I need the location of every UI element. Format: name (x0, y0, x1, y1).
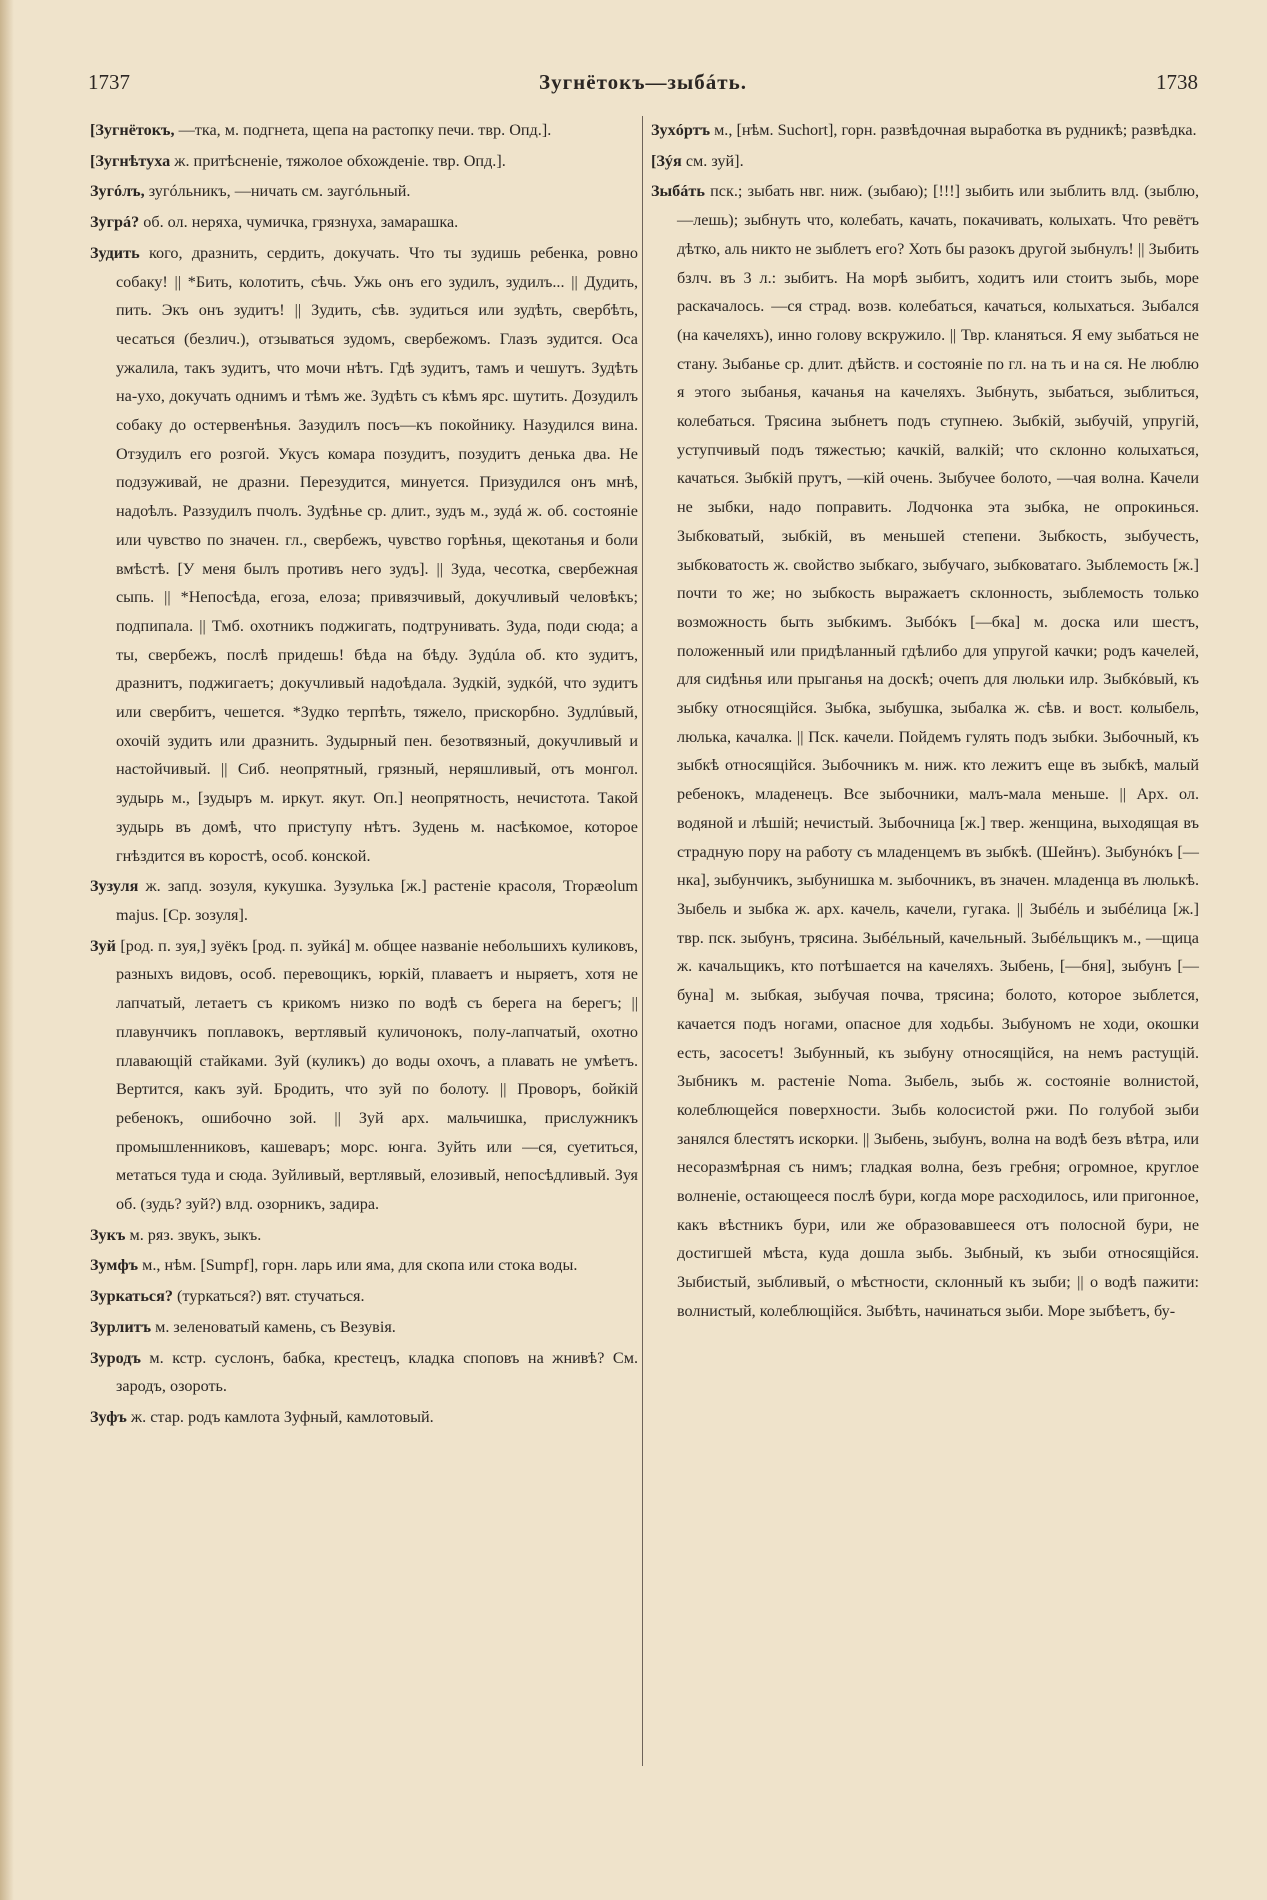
dictionary-entry (90, 1313, 638, 1342)
dictionary-entry (90, 177, 638, 206)
dictionary-entry (90, 1251, 638, 1280)
entry-definition: об. ол. неряха, чумичка, грязнуха, замарашка. (143, 213, 459, 232)
entry-definition: см. зуй]. (685, 151, 744, 170)
left-column (90, 116, 638, 1434)
page-number-left: 1737 (88, 70, 130, 94)
entry-headword: Зухóртъ (651, 121, 711, 139)
entry-headword: Зугрá? (90, 213, 140, 232)
entry-definition: ж. притѣсненіе, тяжолое обхожденіе. твр. Опд.]. (174, 151, 506, 170)
dictionary-entry (90, 1403, 638, 1432)
dictionary-entry (90, 116, 638, 145)
dictionary-entry (651, 147, 1199, 176)
dictionary-entry (90, 872, 638, 929)
entry-headword: Зумфъ (90, 1256, 139, 1275)
entry-definition: [род. п. зуя,] зуёкъ [род. п. зуйкá] м. общее названіе небольшихъ куликовъ, разныхъ видовъ, особ. перевощикъ, юркій, плаваетъ и ныряетъ, хотя не лапчатый, летаетъ съ крикомъ низко по водѣ съ берега на берегъ; || плавунчикъ поплавокъ, вертлявый куличонокъ, полу-лапчатый, охотно плавающій стайками. Зуй (куликъ) до воды охочъ, а плавать не умѣетъ. Вертится, какъ зуй. Бродить, что зуй по болоту. || Проворъ, бойкій ребенокъ, ошибочно зой. || Зуй арх. мальчишка, прислужникъ промышленниковъ, кашеваръ; морс. юнга. Зуйть или —ся, суетиться, метаться туда и сюда. Зуйливый, вертлявый, елозивый, непосѣдливый. Зуя об. (зудь? зуй?) влд. озорникъ, задира. (116, 936, 639, 1214)
entry-headword: Зузуля (90, 877, 139, 896)
dictionary-entry (90, 1221, 638, 1250)
dictionary-entry (90, 239, 638, 870)
entry-headword: Зуй (90, 936, 116, 955)
entry-headword: Зуродъ (90, 1348, 141, 1367)
dictionary-entry (90, 1282, 638, 1311)
entry-definition: —тка, м. подгнета, щепа на растопку печи. твр. Опд.]. (178, 121, 552, 139)
entry-headword: Зукъ (90, 1225, 126, 1244)
entry-definition: ж. запд. зозуля, кукушка. Зузулька [ж.] растеніе красоля, Tropæolum majus. [Ср. зозуля]. (116, 877, 639, 924)
dictionary-entry (651, 116, 1199, 145)
entry-definition: м. зеленоватый камень, съ Везувія. (155, 1317, 396, 1336)
entry-definition: пск.; зыбать нвг. ниж. (зыбаю); [!!!] зыбить или зыблить влд. (зыблю, —лешь); зыбнуть что, колебать, качать, покачивать, колыхать. Что ревётъ дѣтко, аль никто не зыблетъ его? Хоть бы разокъ другой зыбнулъ! || Зыбить бзлч. въ 3 л.: зыбитъ. На морѣ зыбитъ, ходитъ или стоитъ зыбь, море раскачалось. —ся страд. возв. колебаться, качаться, колыхаться. Зыбался (на качеляхъ), инно голову вскружило. || Твр. кланяться. Я ему зыбаться не стану. Зыбанье ср. длит. дѣйств. и состояніе по гл. на ть и на ся. Не люблю я этого зыбанья, качанья на качеляхъ. Зыбнуть, зыбаться, зыблиться, колебаться. Трясина зыбнетъ подъ ступнею. Зыбкій, зыбучій, упругій, уступчивый подъ тяжестью; качкій, валкій; что склонно колыхаться, качаться. Зыбкій прутъ, —кій очень. Зыбучее болото, —чая волна. Качели не зыбки, надо поправить. Лодчонка эта зыбка, не опрокинься. Зыбковатый, зыбкій, въ меньшей степени. Зыбкость, зыбучесть, зыбковатость ж. свойство зыбкаго, зыбучаго, зыбковатаго. Зыблемость [ж.] почти то же; но зыбкость выражаетъ склонность, зыблемость только возможность быть зыбкимъ. Зыбóкъ [—бка] м. доска или шестъ, положенный или придѣланный гдѣлибо для упругой качки; родъ качелей, для сидѣнья или прыганья на доскѣ; очепъ для люльки илр. Зыбкóвый, къ зыбку относящійся. Зыбка, зыбушка, зыбалка ж. сѣв. и вост. колыбель, люлька, качалка. || Пск. качели. Пойдемъ гулять подъ зыбки. Зыбочный, къ зыбкѣ относящійся. Зыбочникъ м. ниж. кто лежитъ еще въ зыбкѣ, малый ребенокъ, младенецъ. Все зыбочники, малъ-мала меньше. || Арх. ол. водяной и лѣшій; нечистый. Зыбочница [ж.] твер. женщина, выходящая въ страдную пору на работу съ младенцемъ въ зыбкѣ. (Шейнъ). Зыбунóкъ [—нка], зыбунчикъ, зыбунишка м. зыбочникъ, въ значен. младенца въ люлькѣ. Зыбель и зыбка ж. арх. качель, качели, гугака. || Зыбéль и зыбéлица [ж.] твр. пск. зыбунъ, трясина. Зыбéльный, качельный. Зыбéльщикъ м., —щица ж. качальщикъ, кто потѣшается на качеляхъ. Зыбень, [—бня], зыбунъ [—буна] м. зыбкая, зыбучая почва, трясина; болото, которое зыблется, качается подъ ногами, опасное для ходьбы. Зыбуномъ не ходи, окошки есть, засосетъ! Зыбунный, къ зыбуну относящійся, на немъ растущій. Зыбникъ м. растеніе Noma. Зыбель, зыбь ж. состояніе волнистой, колеблющейся поверхности. Зыбь колосистой ржи. По голубой зыби занялся блестятъ искорки. || Зыбень, зыбунъ, волна на водѣ безъ вѣтра, или несоразмѣрная съ нимъ; гладкая волна, безъ гребня; огромное, круглое волненіе, остающееся послѣ бури, когда море расходилось, или пригонное, какъ вѣстникъ бури, или же образовавшееся отъ полосной бури, не достигшей мѣста, куда дошла зыбь. Зыбный, къ зыби относящійся. Зыбистый, зыбливый, о мѣстности, склонный къ зыби; || о водѣ пажити: волнистый, колеблющійся. Зыбѣть, начинаться зыби. Море зыбѣетъ, бу- (677, 182, 1199, 1320)
entry-headword: Зуркаться? (90, 1287, 173, 1306)
entry-headword: [Зугнётокъ, (90, 121, 175, 139)
entry-headword: [Зýя (651, 151, 682, 170)
dictionary-entry (90, 932, 638, 1219)
entry-headword: Зыбáть (651, 182, 705, 201)
dictionary-entry (90, 1344, 638, 1401)
column-divider (642, 116, 643, 1766)
entry-definition: м., [нѣм. Suchort], горн. развѣдочная выработка въ рудникѣ; развѣдка. (714, 121, 1197, 139)
entry-definition: зугóльникъ, —ничать см. заугóльный. (148, 182, 411, 201)
entry-definition: м. ряз. звукъ, зыкъ. (129, 1225, 262, 1244)
entry-definition: м. кстр. суслонъ, бабка, крестецъ, кладка споповъ на жнивѣ? См. зародъ, озороть. (116, 1348, 639, 1396)
entry-headword: Зугóлъ, (90, 182, 145, 201)
right-column (651, 116, 1199, 1328)
entry-definition: м., нѣм. [Sumpf], горн. ларь или яма, для скопа или стока воды. (142, 1256, 578, 1275)
dictionary-entry (90, 208, 638, 237)
running-header (88, 70, 1198, 100)
entry-headword: Зуфъ (90, 1407, 127, 1426)
entry-definition: ж. стар. родъ камлота Зуфный, камлотовый. (130, 1407, 434, 1426)
entry-definition: (туркаться?) вят. стучаться. (177, 1287, 365, 1306)
dictionary-entry (90, 147, 638, 176)
entry-headword: Зудить (90, 243, 140, 262)
entry-definition: кого, дразнить, сердить, докучать. Что ты зудишь ребенка, ровно собаку! || *Бить, колотить, сѣчь. Ужь онъ его зудилъ, зудилъ... || Дудить, пить. Экъ онъ зудитъ! || Зудить, сѣв. зудиться или зудѣть, свербѣть, чесаться (безлич.), отзываться зудомъ, свербежомъ. Глазъ зудится. Оса ужалила, такъ зудитъ, что мочи нѣтъ. Гдѣ зудитъ, тамъ и чешутъ. Зудѣть на-ухо, докучать однимъ и тѣмъ же. Зудѣть съ кѣмъ ярс. шутить. Дозудилъ собаку до остервенѣнья. Зазудилъ поcъ—къ покойнику. Назудился вина. Отзудилъ его розгой. Укусъ комара позудитъ, позудитъ денька два. Не подзуживай, не дразни. Перезудится, минуется. Призудился онъ мнѣ, надоѣлъ. Раззудилъ пчолъ. Зудѣнье ср. длит., зудъ м., зудá ж. об. состояніе или чувство по значен. гл., свербежъ, чувство горѣнья, щекотанья и боли вмѣстѣ. [У меня былъ противъ него зудъ]. || Зуда, чесотка, свербежная сыпь. || *Непосѣда, егоза, елоза; привязчивый, докучливый человѣкъ; подпипала. || Тмб. охотникъ поджигать, подтрунивать. Зуда, поди сюда; а ты, свербежъ, послѣ придешь! бѣда на бѣду. Зудúла об. кто зудитъ, дразнитъ, поджигаетъ; докучливый надоѣдала. Зудкій, зудкóй, что зудитъ или свербитъ, чешется. *Зудко терпѣть, тяжело, прискорбно. Зудлúвый, охочій зудить или дразнить. Зудырный пен. безотвязный, докучливый и настойчивый. || Сиб. неопрятный, грязный, неряшливый, отъ монгол. зудырь м., [зудыръ м. иркут. якут. Оп.] неопрятность, нечистота. Такой зудырь въ домѣ, что приступу нѣтъ. Зудень м. насѣкомое, которое гнѣздится въ коростѣ, особ. конской. (116, 243, 638, 865)
running-title: Зугнётокъ—зыбáть. (539, 70, 747, 94)
page-edge (0, 0, 14, 1900)
dictionary-entry (651, 177, 1199, 1325)
page-number-right: 1738 (1156, 70, 1198, 94)
entry-headword: [Зугнѣтуха (90, 151, 171, 170)
entry-headword: Зурлитъ (90, 1317, 152, 1336)
